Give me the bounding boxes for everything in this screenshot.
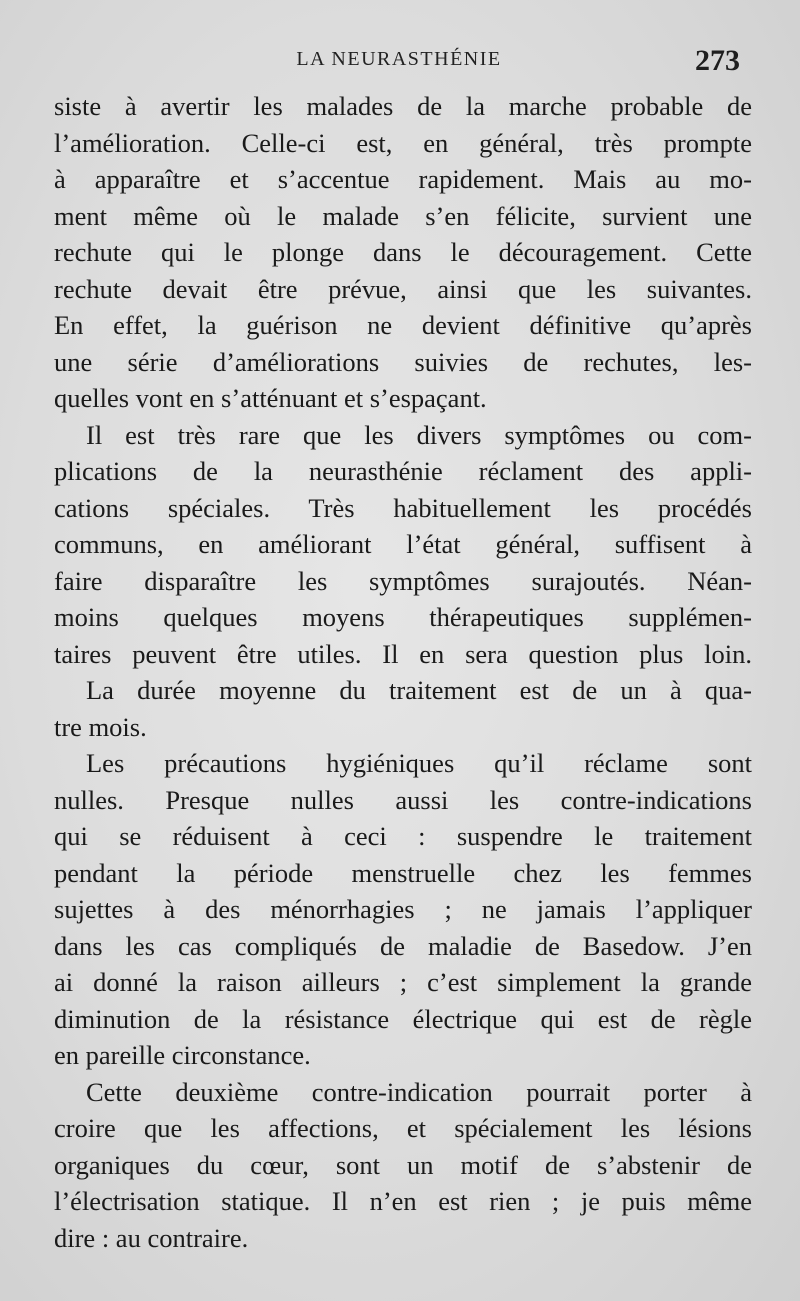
text-line: Les précautions hygiéniques qu’il réclame sont — [86, 748, 752, 778]
paragraph — [54, 672, 752, 745]
text-line: ai donné la raison ailleurs ; c’est simplement la grande — [54, 967, 752, 997]
paragraph — [54, 88, 752, 417]
text-line: une série d’améliorations suivies de rechutes, les- — [54, 346, 752, 377]
text-line: l’amélioration. Celle-ci est, en général, très prompte — [54, 127, 752, 158]
text-line: en pareille circonstance. — [54, 1040, 311, 1070]
text-line: Il est très rare que les divers symptômes ou com- — [86, 419, 752, 450]
paragraph — [54, 1074, 752, 1257]
text-line: dans les cas compliqués de maladie de Basedow. J’en — [54, 930, 752, 961]
text-line: quelles vont en s’atténuant et s’espaçant. — [54, 383, 487, 413]
body-text — [54, 88, 752, 1256]
text-line: l’électrisation statique. Il n’en est rien ; je puis même — [54, 1186, 752, 1216]
text-line: Cette deuxième contre-indication pourrait porter à — [86, 1076, 752, 1107]
text-line: cations spéciales. Très habituellement les procédés — [54, 492, 752, 523]
text-line: croire que les affections, et spécialement les lésions — [54, 1113, 752, 1143]
paragraph — [54, 745, 752, 1074]
text-line: pendant la période menstruelle chez les femmes — [54, 857, 752, 888]
text-line: faire disparaître les symptômes surajoutés. Néan- — [54, 565, 752, 596]
text-line: La durée moyenne du traitement est de un à qua- — [86, 675, 752, 705]
text-line: à apparaître et s’accentue rapidement. Mais au mo- — [54, 164, 752, 194]
text-line: nulles. Presque nulles aussi les contre-indications — [54, 784, 752, 815]
text-line: ment même où le malade s’en félicite, survient une — [54, 200, 752, 231]
running-title: LA NEURASTHÉNIE — [296, 48, 502, 70]
text-line: moins quelques moyens thérapeutiques supplémen- — [54, 602, 752, 632]
text-line: plications de la neurasthénie réclament des appli- — [54, 456, 752, 486]
text-line: taires peuvent être utiles. Il en sera question plus loin. — [54, 638, 752, 669]
text-line: dire : au contraire. — [54, 1222, 249, 1253]
text-line: organiques du cœur, sont un motif de s’abstenir de — [54, 1149, 752, 1180]
page-header — [54, 44, 744, 84]
paragraph — [54, 417, 752, 673]
text-line: sujettes à des ménorrhagies ; ne jamais l’appliquer — [54, 894, 752, 924]
text-line: qui se réduisent à ceci : suspendre le traitement — [54, 821, 752, 851]
text-line: diminution de la résistance électrique qui est de règle — [54, 1003, 752, 1034]
text-line: siste à avertir les malades de la marche probable de — [54, 91, 752, 121]
text-line: En effet, la guérison ne devient définitive qu’après — [54, 310, 752, 340]
text-line: rechute qui le plonge dans le découragement. Cette — [54, 237, 752, 267]
text-line: rechute devait être prévue, ainsi que les suivantes. — [54, 273, 752, 304]
page-number: 273 — [695, 44, 740, 77]
text-line: communs, en améliorant l’état général, suffisent à — [54, 529, 752, 559]
text-line: tre mois. — [54, 711, 147, 742]
